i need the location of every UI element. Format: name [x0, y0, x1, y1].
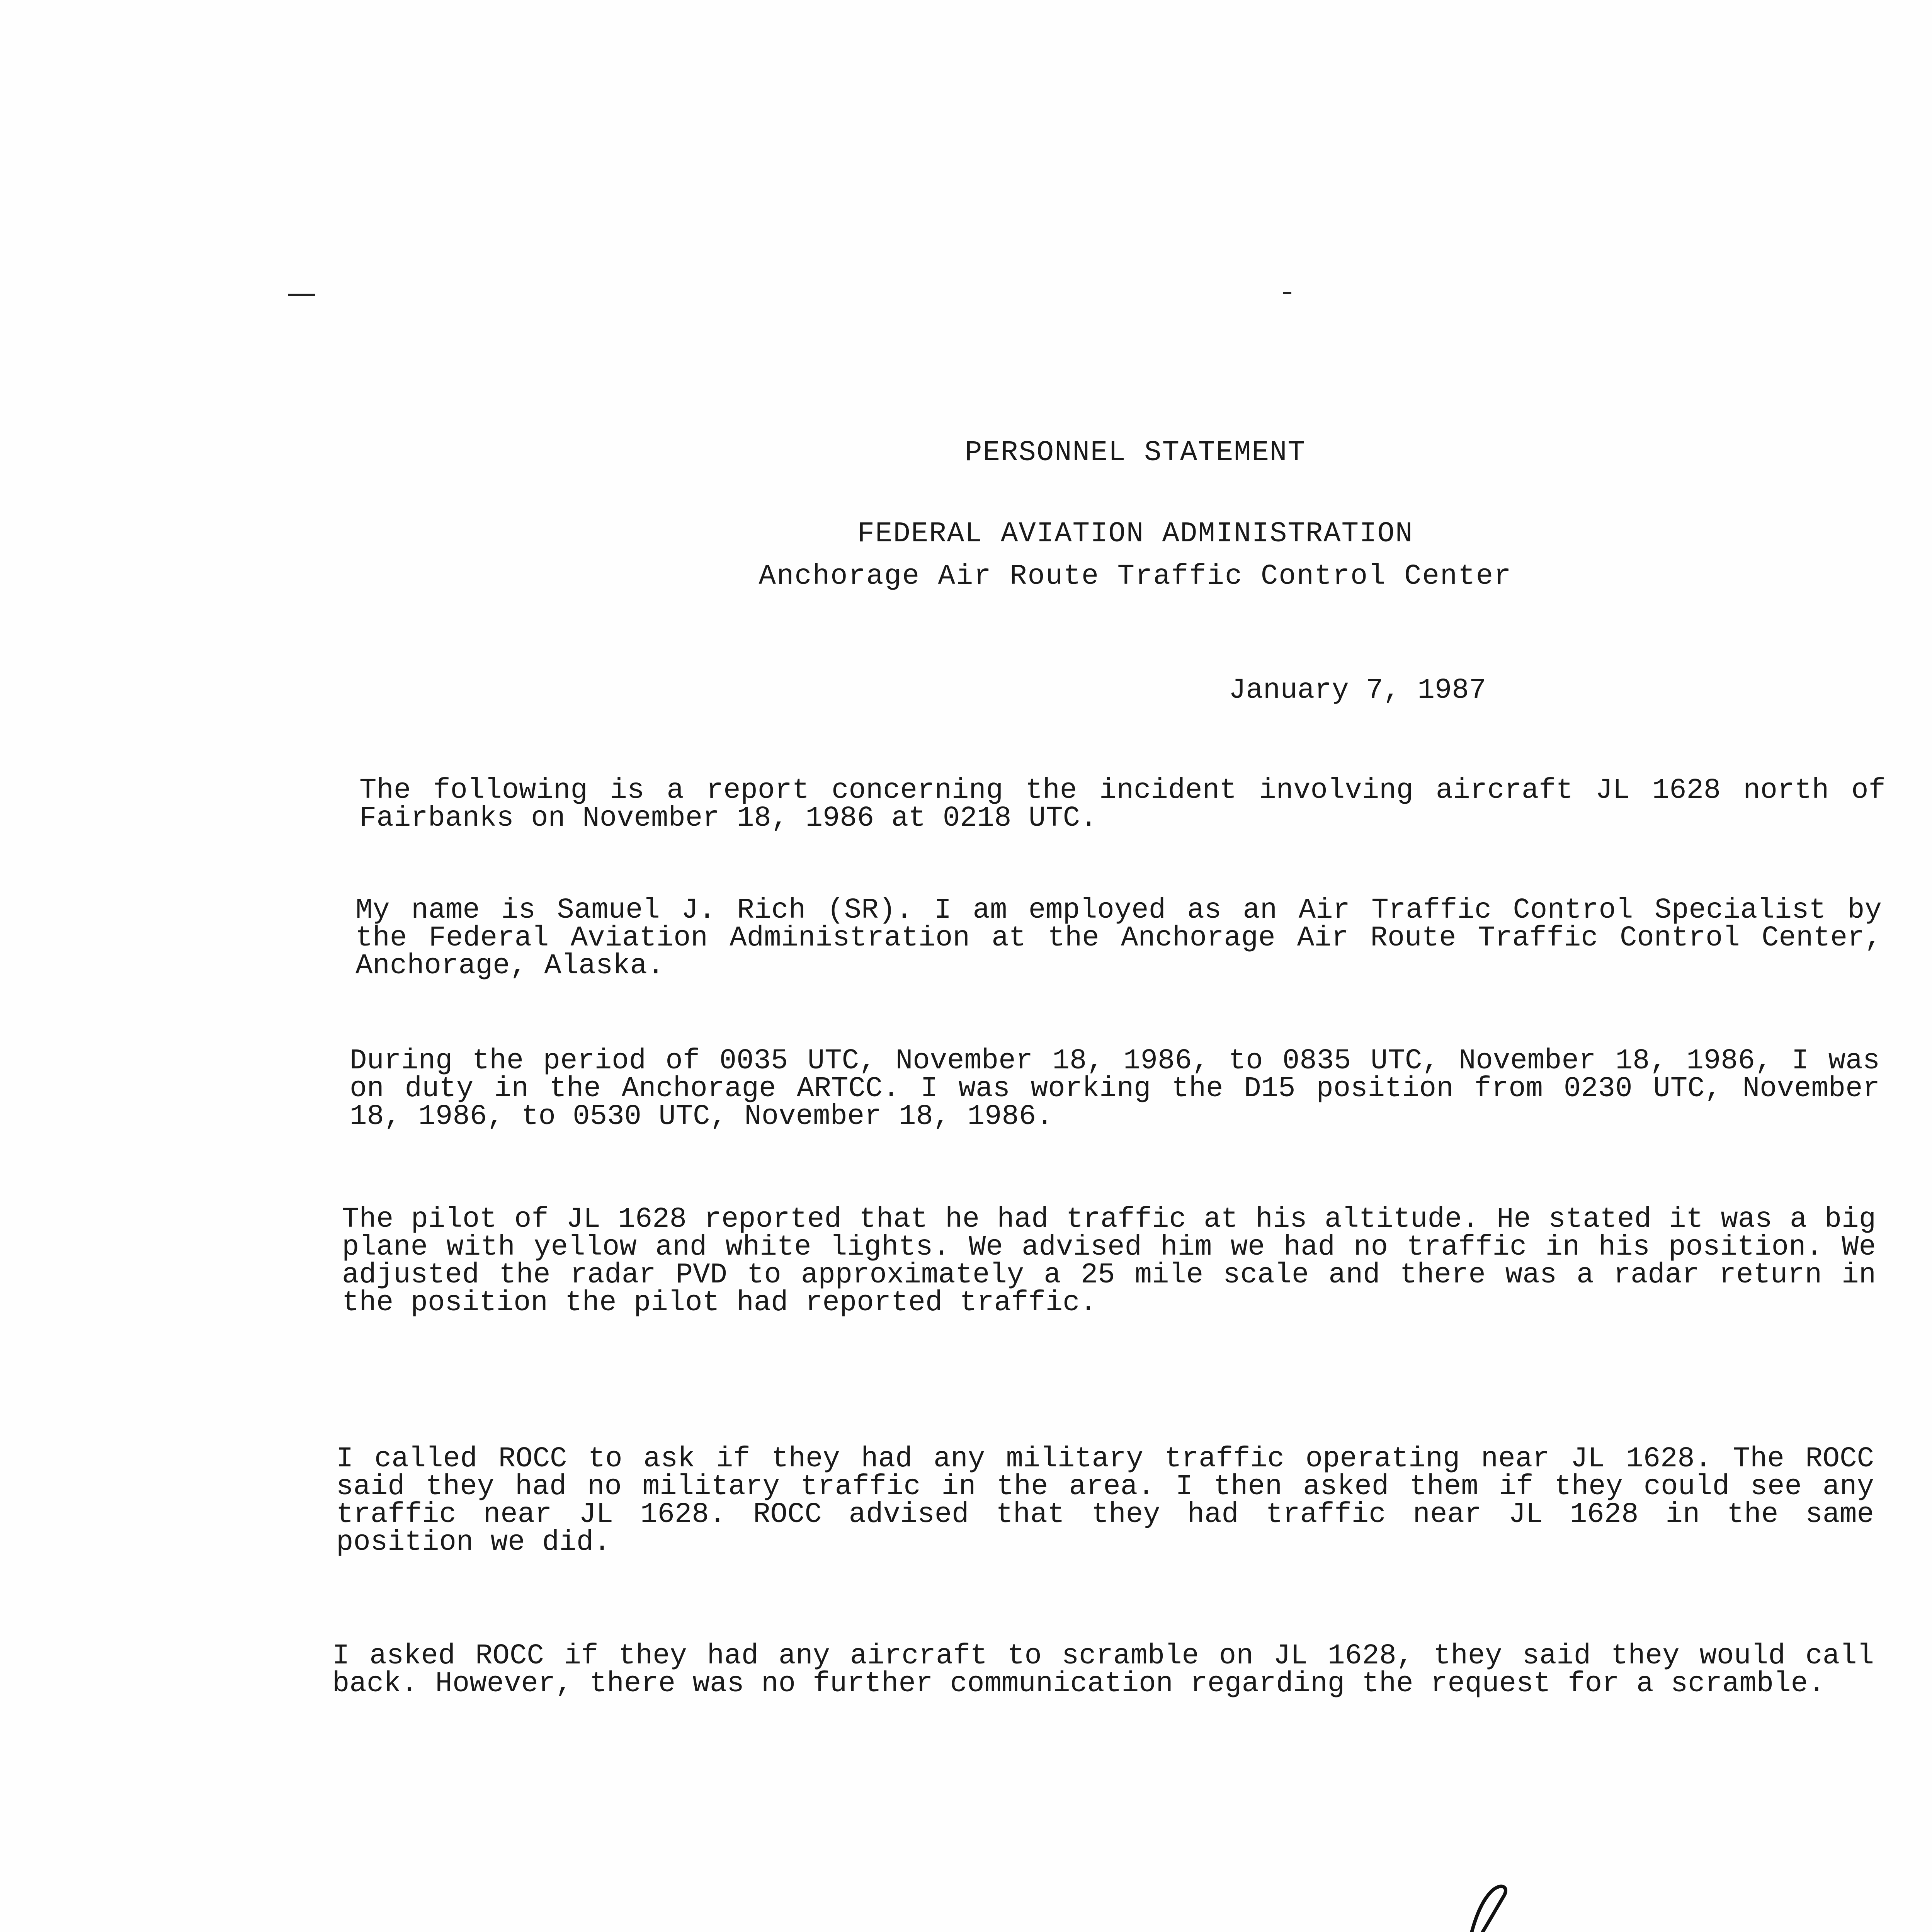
paragraph-scramble: I asked ROCC if they had any aircraft to scramble on JL 1628, they said they would call back. However, there was no further communication regarding the request for a scramble. — [332, 1640, 1874, 1700]
facility-name: Anchorage Air Route Traffic Control Center — [759, 560, 1512, 593]
scan-mark-left — [288, 294, 315, 296]
agency-name: FEDERAL AVIATION ADMINISTRATION — [857, 518, 1413, 550]
scan-mark-center — [1283, 292, 1291, 294]
paragraph-duty: During the period of 0035 UTC, November 18, 1986, to 0835 UTC, November 18, 1986, I was on duty in the Anchorage ARTCC. I was working the D15 position from 0230 UTC, November 18, 1986, to 0530 UTC, November 18, 1986. — [350, 1045, 1880, 1133]
statement-date: January 7, 1987 — [1229, 674, 1486, 707]
handwritten-signature — [1121, 1862, 1893, 1932]
paragraph-pilot-report: The pilot of JL 1628 reported that he had traffic at his altitude. He stated it was a big plane with yellow and white lights. We advised him we had no traffic in his position. We adjusted the radar PVD to approximately a 25 mile scale and there was a radar return in the position the pilot had reported traffic. — [342, 1203, 1876, 1319]
paragraph-incident: The following is a report concerning the incident involving aircraft JL 1628 north of Fairbanks on November 18, 1986 at 0218 UTC. — [359, 774, 1886, 835]
paragraph-identity: My name is Samuel J. Rich (SR). I am employed as an Air Traffic Control Specialist by the Federal Aviation Administration at the Anchorage Air Route Traffic Control Center, Anchorage, Alaska. — [355, 894, 1882, 982]
statement-title: PERSONNEL STATEMENT — [965, 437, 1306, 469]
paragraph-rocc-call: I called ROCC to ask if they had any military traffic operating near JL 1628. The ROCC said they had no military traffic in the area. I then asked them if they could see any traffic near JL 1628. ROCC advised that they had traffic near JL 1628 in the same position we did. — [336, 1443, 1874, 1559]
